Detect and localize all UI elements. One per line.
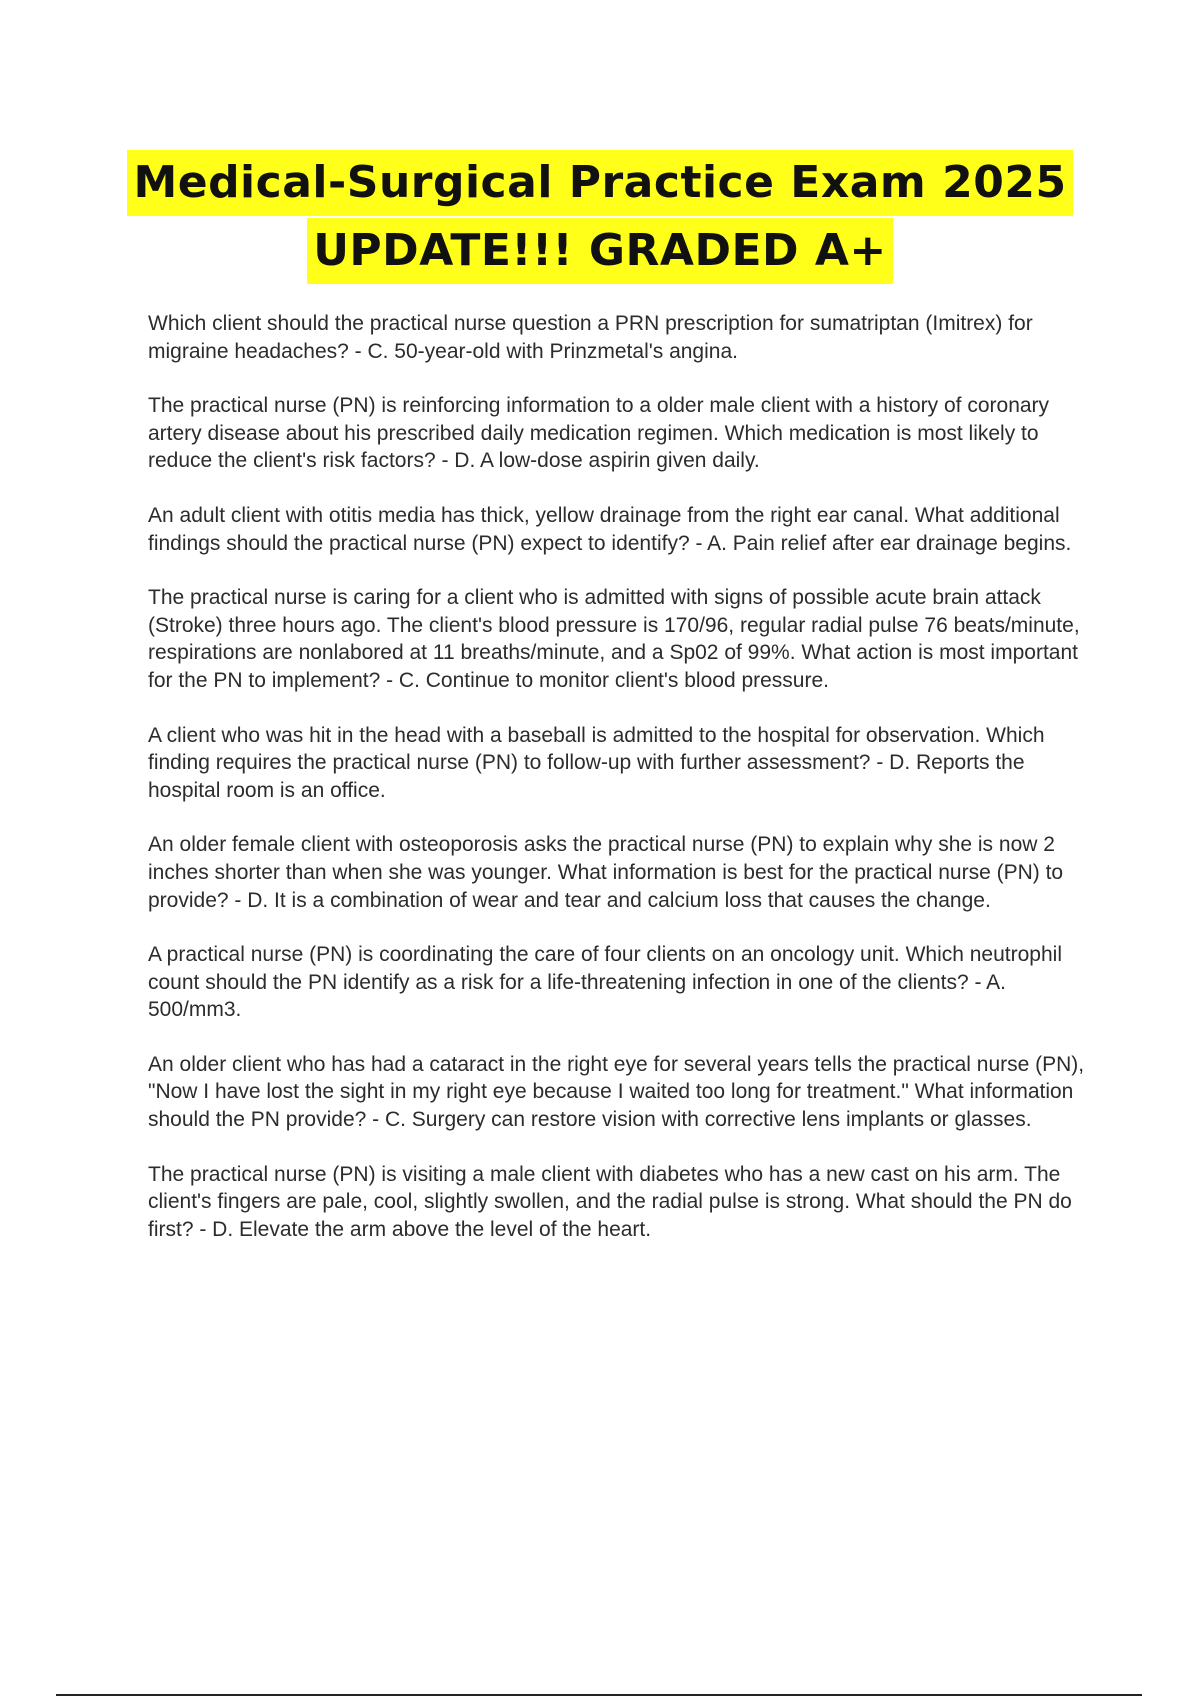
qa-item: An older client who has had a cataract in the right eye for several years tells the practical nurse (PN), "Now I have lost the sight in my right eye because I waited too long for treatment." What information should the PN provide? - C. Surgery can restore vision with corrective lens implants or glasses. bbox=[148, 1052, 1085, 1132]
question-answer-list bbox=[148, 310, 1088, 1270]
qa-item: Which client should the practical nurse question a PRN prescription for sumatriptan (Imitrex) for migraine headaches? - C. 50-year-old with Prinzmetal's angina. bbox=[148, 312, 1033, 363]
footer-divider bbox=[56, 1694, 1142, 1696]
qa-item: The practical nurse (PN) is visiting a male client with diabetes who has a new cast on his arm. The client's fingers are pale, cool, slightly swollen, and the radial pulse is strong. What should the PN do first? - D. Elevate the arm above the level of the heart. bbox=[148, 1162, 1072, 1241]
qa-item: An older female client with osteoporosis asks the practical nurse (PN) to explain why she is now 2 inches shorter than when she was younger. What information is best for the practical nurse (PN) to provide? - D. It is a combination of wear and tear and calcium loss that causes the change. bbox=[148, 833, 1064, 912]
qa-item: The practical nurse is caring for a client who is admitted with signs of possible acute brain attack (Stroke) three hours ago. The client's blood pressure is 170/96, regular radial pulse 76 beats/minute, respirations are nonlabored at 11 breaths/minute, and a Sp02 of 99%. What action is most important for the PN to implement? - C. Continue to monitor client's blood pressure. bbox=[148, 586, 1080, 692]
qa-item: An adult client with otitis media has thick, yellow drainage from the right ear canal. What additional findings should the practical nurse (PN) expect to identify? - A. Pain relief after ear drainage begins. bbox=[148, 503, 1072, 555]
title-line-2: UPDATE!!! GRADED A+ bbox=[307, 218, 893, 284]
qa-item: A practical nurse (PN) is coordinating the care of four clients on an oncology unit. Which neutrophil count should the PN identify as a risk for a life-threatening infection in one of the clients? - A. 500/mm3. bbox=[148, 943, 1062, 1022]
qa-item: The practical nurse (PN) is reinforcing information to a older male client with a history of coronary artery disease about his prescribed daily medication regimen. Which medication is most likely to reduce the client's risk factors? - D. A low-dose aspirin given daily. bbox=[148, 394, 1050, 473]
document-title bbox=[0, 150, 1200, 286]
title-line-1: Medical-Surgical Practice Exam 2025 bbox=[127, 150, 1072, 216]
qa-item: A client who was hit in the head with a baseball is admitted to the hospital for observation. Which finding requires the practical nurse (PN) to follow-up with further assessment? - D. Reports the hospital room is an office. bbox=[148, 723, 1045, 802]
